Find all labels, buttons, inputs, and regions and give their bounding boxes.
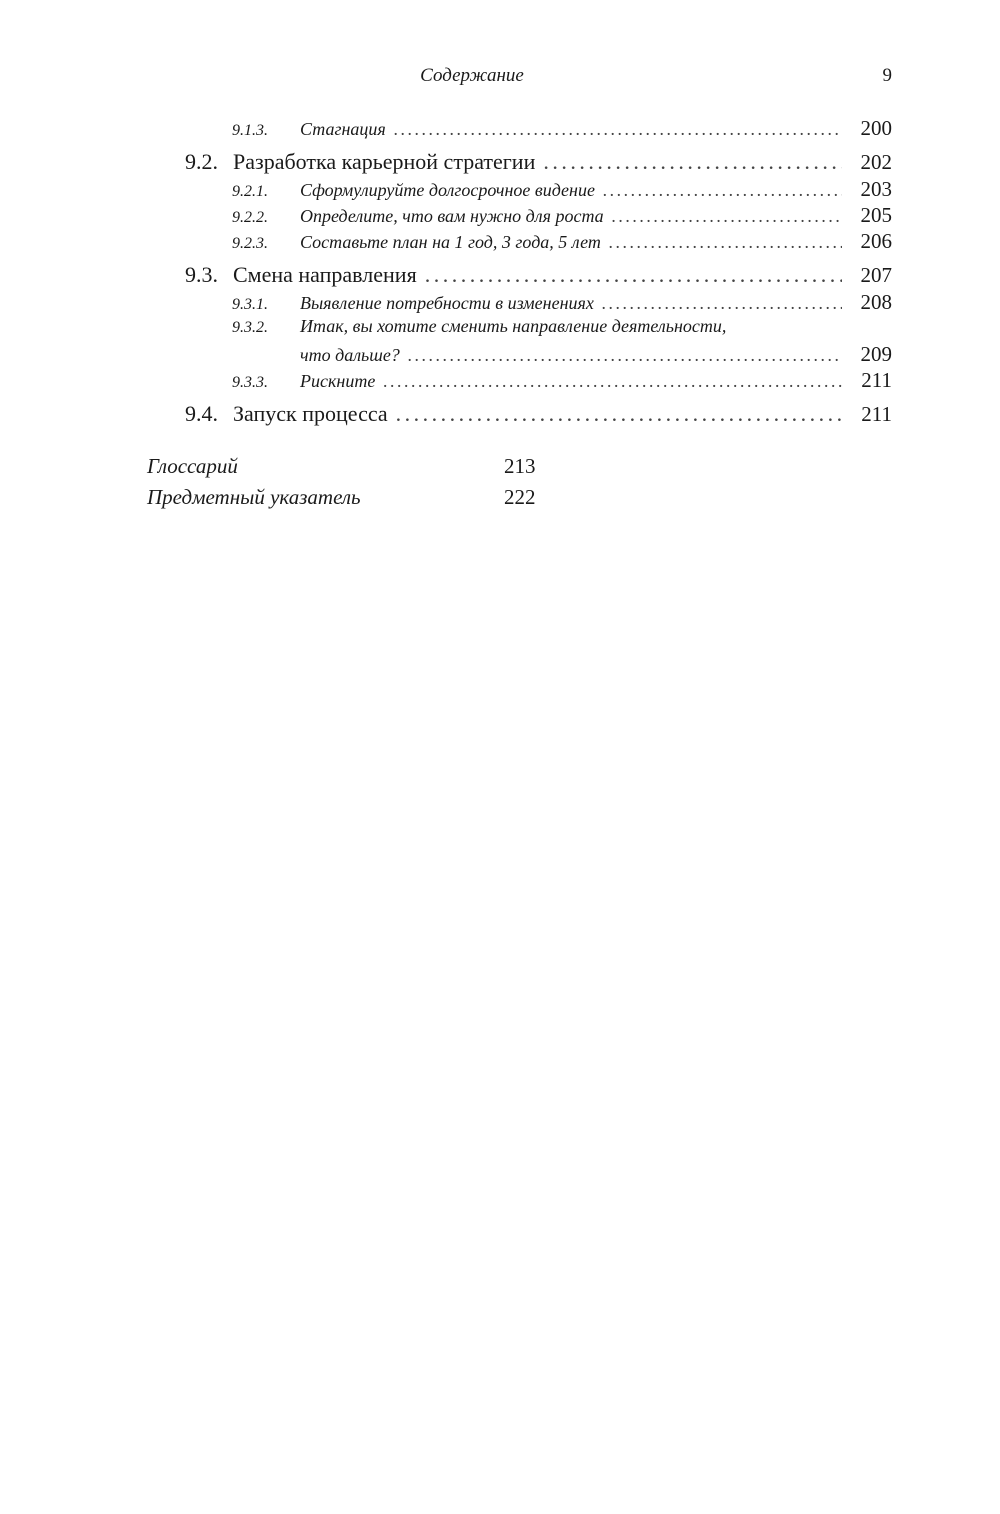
toc-entry-title: Смена направления xyxy=(233,262,417,287)
dot-leader xyxy=(408,345,842,366)
dot-leader xyxy=(394,119,842,140)
back-matter-page: 213 xyxy=(504,454,536,478)
back-matter-title[interactable]: Предметный указатель xyxy=(147,485,361,509)
dot-leader xyxy=(543,149,842,175)
toc-entry-number: 9.4. xyxy=(185,401,218,426)
toc-entry[interactable] xyxy=(232,368,892,393)
toc-entry-number: 9.2.1. xyxy=(232,183,268,200)
toc-entry-number: 9.2.2. xyxy=(232,209,268,226)
toc-entry-number: 9.1.3. xyxy=(232,122,268,139)
dot-leader xyxy=(396,401,842,427)
toc-entry[interactable] xyxy=(232,229,892,254)
toc-entry-title: Рискните xyxy=(300,371,376,391)
toc-entry-page: 207 xyxy=(860,263,892,287)
back-matter-title[interactable]: Глоссарий xyxy=(147,454,238,478)
toc-entry-title: Запуск процесса xyxy=(233,401,388,426)
toc-entry-title: Итак, вы хотите сменить направление деятельности, xyxy=(300,316,727,336)
back-matter-page: 222 xyxy=(504,485,536,509)
toc-entry-page: 211 xyxy=(861,368,892,392)
dot-leader xyxy=(612,206,842,227)
toc-entry-title-continued: что дальше? xyxy=(300,345,400,365)
toc-entry-number: 9.2. xyxy=(185,149,218,174)
toc-entry-page: 209 xyxy=(860,342,892,366)
toc-entry-title: Стагнация xyxy=(300,119,386,139)
toc-entry-page: 200 xyxy=(860,116,892,140)
toc-entry-page: 203 xyxy=(860,177,892,201)
toc-entry[interactable] xyxy=(185,262,892,288)
toc-entry-page: 206 xyxy=(860,229,892,253)
toc-entry[interactable] xyxy=(185,149,892,175)
toc-entry-continuation[interactable] xyxy=(232,342,892,367)
page-number: 9 xyxy=(882,65,892,86)
toc-entry[interactable] xyxy=(232,316,892,337)
toc-entry-page: 205 xyxy=(860,203,892,227)
dot-leader xyxy=(383,371,842,392)
toc-entry-number: 9.2.3. xyxy=(232,235,268,252)
toc-entry-title: Определите, что вам нужно для роста xyxy=(300,206,604,226)
toc-entry-title: Сформулируйте долгосрочное видение xyxy=(300,180,595,200)
running-head-title: Содержание xyxy=(420,65,524,86)
toc-entry-number: 9.3. xyxy=(185,262,218,287)
running-head xyxy=(0,62,1000,92)
toc-entry-page: 208 xyxy=(860,290,892,314)
toc-entry[interactable] xyxy=(185,401,892,427)
toc-entry-page: 202 xyxy=(860,150,892,174)
toc-entry[interactable] xyxy=(232,177,892,202)
toc-entry-number: 9.3.2. xyxy=(232,319,268,336)
dot-leader xyxy=(425,262,842,288)
toc-entry[interactable] xyxy=(232,203,892,228)
toc-entry-title: Разработка карьерной стратегии xyxy=(233,149,536,174)
dot-leader xyxy=(609,232,842,253)
toc-entry-page: 211 xyxy=(861,402,892,426)
toc-entry-number: 9.3.3. xyxy=(232,374,268,391)
toc-entry-title: Выявление потребности в изменениях xyxy=(300,293,594,313)
dot-leader xyxy=(603,180,842,201)
toc-entry-title: Составьте план на 1 год, 3 года, 5 лет xyxy=(300,232,601,252)
toc-entry-number: 9.3.1. xyxy=(232,296,268,313)
toc-entry[interactable] xyxy=(232,116,892,141)
dot-leader xyxy=(602,293,842,314)
toc-entry[interactable] xyxy=(232,290,892,315)
